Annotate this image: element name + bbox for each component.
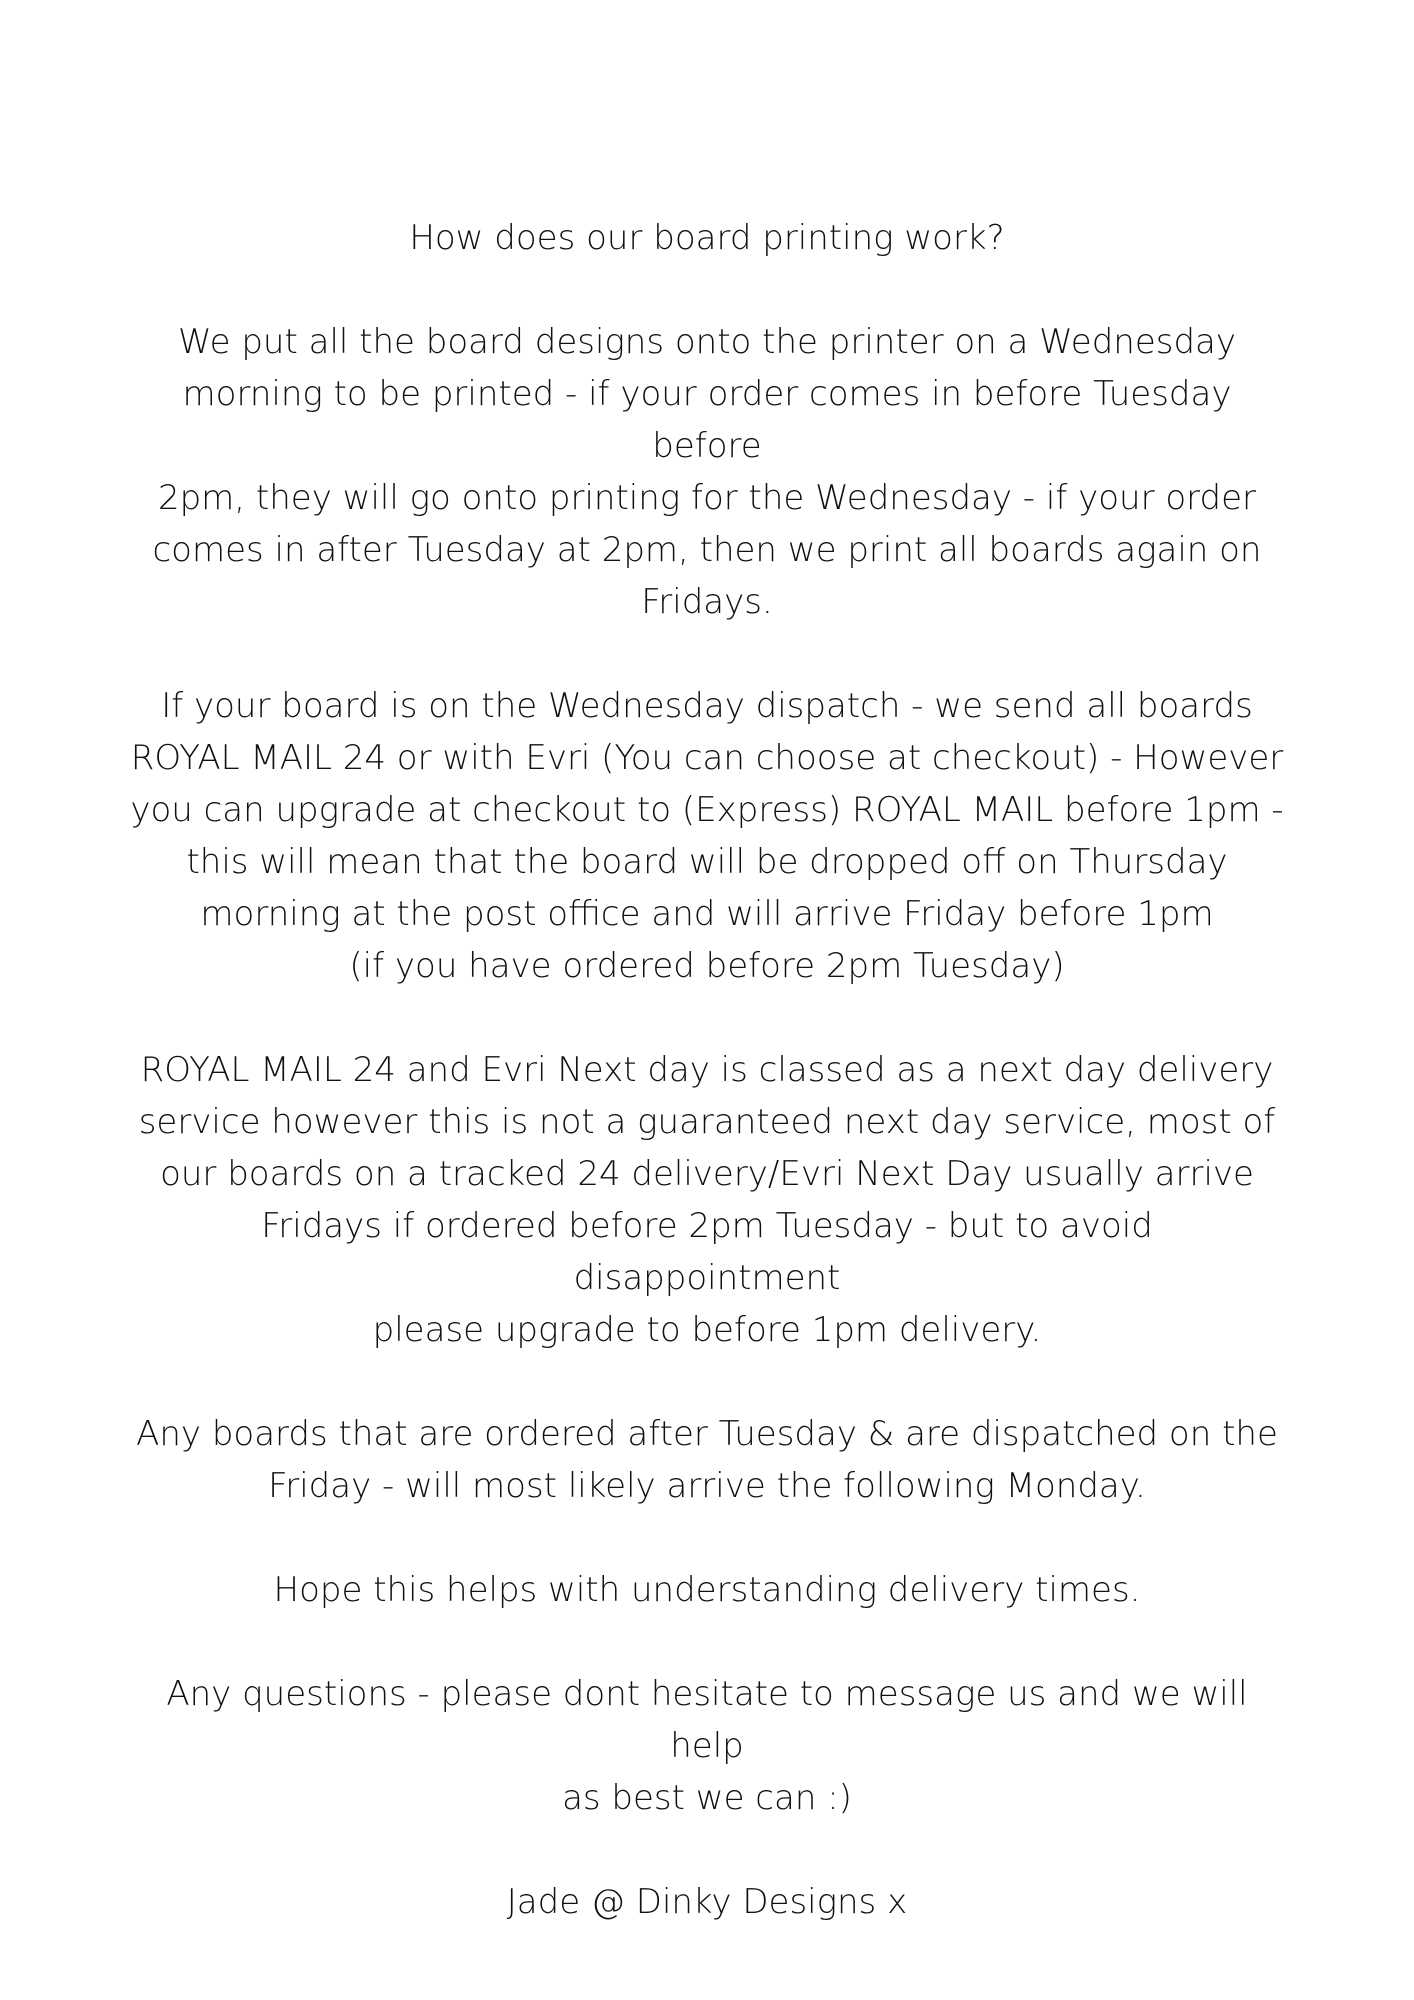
document-heading: How does our board printing work? [409,218,1005,258]
next-day-delivery-paragraph: ROYAL MAIL 24 and Evri Next day is classed as a next day delivery service however this is not a guaranteed next day service, most of our boards on a tracked 24 delivery/Evri Next Day usually arrive Fridays if ordered before 2pm Tuesday - but to avoid disappointment please upgrade to before 1pm delivery. [138,1050,1276,1350]
questions-paragraph: Any questions - please dont hesitate to message us and we will help as best we can :) [166,1674,1248,1818]
printing-schedule-paragraph: We put all the board designs onto the printer on a Wednesday morning to be printed - if your order comes in before Tuesday before 2pm, they will go onto printing for the Wednesday - if your order comes in after Tuesday at 2pm, then we print all boards again on Fridays. [152,322,1262,622]
closing-hope-paragraph: Hope this helps with understanding delivery times. [273,1570,1141,1610]
document-body [130,212,1284,1928]
friday-dispatch-paragraph: Any boards that are ordered after Tuesday & are dispatched on the Friday - will most likely arrive the following Monday. [136,1414,1278,1506]
signature: Jade @ Dinky Designs x [506,1882,908,1922]
dispatch-options-paragraph: If your board is on the Wednesday dispatch - we send all boards ROYAL MAIL 24 or with Evri (You can choose at checkout) - However you can upgrade at checkout to (Express) ROYAL MAIL before 1pm - this will mean that the board will be dropped off on Thursday morning at the post office and will arrive Friday before 1pm (if you have ordered before 2pm Tuesday) [130,686,1284,986]
